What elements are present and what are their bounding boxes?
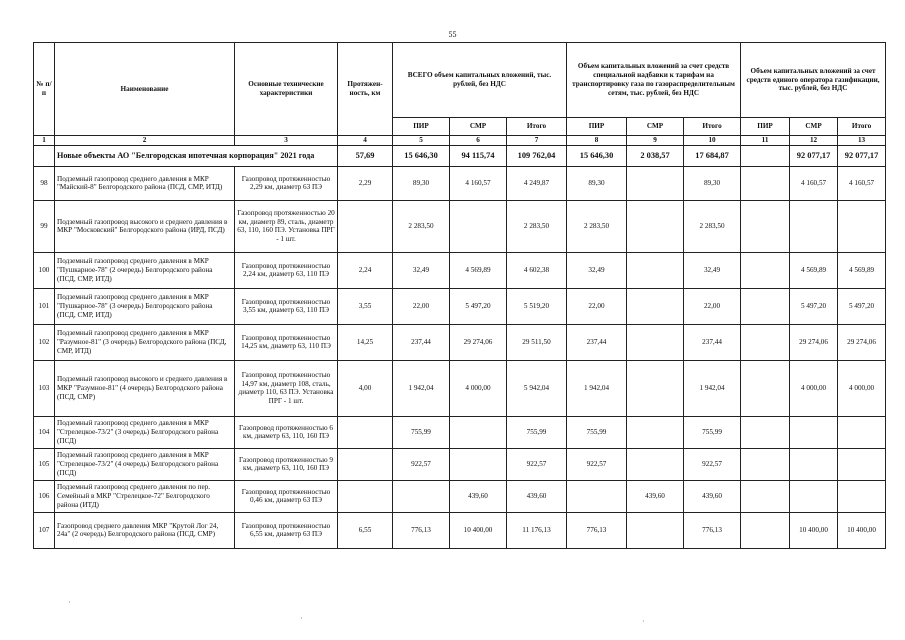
cell-tech: Газопровод протяженностью 14,97 км, диаметр 108, сталь, диаметр 110, 63 ПЭ. Установка ПРГ - 1 шт. bbox=[235, 360, 338, 416]
cell-v12: 29 274,06 bbox=[790, 324, 838, 360]
cell-v12: 10 400,00 bbox=[790, 512, 838, 548]
cell-v13 bbox=[838, 200, 886, 252]
cell-length bbox=[338, 416, 393, 448]
column-number-cell: 4 bbox=[338, 136, 393, 146]
group-v11 bbox=[741, 145, 790, 166]
cell-v7: 4 249,87 bbox=[507, 166, 567, 200]
subheader-cell: ПИР bbox=[567, 118, 627, 136]
cell-num: 104 bbox=[34, 416, 55, 448]
cell-v6 bbox=[450, 448, 507, 480]
cell-name: Подземный газопровод высокого и среднего давления в МКР "Разумное-81" (4 очередь) Белгородского района (ПСД, СМР) bbox=[55, 360, 235, 416]
cell-name: Подземный газопровод среднего давления в МКР "Стрелецкое-73/2" (4 очередь) Белгородского района (ПСД) bbox=[55, 448, 235, 480]
cell-v11 bbox=[741, 288, 790, 324]
cell-tech: Газопровод протяженностью 14,25 км, диаметр 63, 110 ПЭ bbox=[235, 324, 338, 360]
cell-v13 bbox=[838, 448, 886, 480]
group-v12: 92 077,17 bbox=[790, 145, 838, 166]
cell-num: 100 bbox=[34, 252, 55, 288]
subheader-cell: Итого bbox=[507, 118, 567, 136]
cell-v11 bbox=[741, 324, 790, 360]
cell-v11 bbox=[741, 360, 790, 416]
table-row bbox=[34, 448, 886, 480]
column-number-cell: 13 bbox=[838, 136, 886, 146]
cell-v6: 4 000,00 bbox=[450, 360, 507, 416]
cell-name: Подземный газопровод среднего давления в МКР "Майский-8" Белгородского района (ПСД, СМР, ИТД) bbox=[55, 166, 235, 200]
cell-v12: 5 497,20 bbox=[790, 288, 838, 324]
cell-v7: 439,60 bbox=[507, 480, 567, 512]
column-number-cell: 2 bbox=[55, 136, 235, 146]
cell-v11 bbox=[741, 252, 790, 288]
cell-v7: 755,99 bbox=[507, 416, 567, 448]
header-row-main bbox=[34, 43, 886, 118]
cell-v6: 439,60 bbox=[450, 480, 507, 512]
header-num: № п/п bbox=[34, 43, 55, 136]
cell-v11 bbox=[741, 200, 790, 252]
cell-name: Подземный газопровод среднего давления в МКР "Стрелецкое-73/2" (3 очередь) Белгородского района (ПСД) bbox=[55, 416, 235, 448]
cell-v11 bbox=[741, 448, 790, 480]
cell-v7: 11 176,13 bbox=[507, 512, 567, 548]
cell-v8: 1 942,04 bbox=[567, 360, 627, 416]
cell-num: 101 bbox=[34, 288, 55, 324]
subheader-cell: СМР bbox=[790, 118, 838, 136]
cell-v11 bbox=[741, 166, 790, 200]
cell-tech: Газопровод протяженностью 6,55 км, диаметр 63 ПЭ bbox=[235, 512, 338, 548]
cell-v10: 922,57 bbox=[684, 448, 741, 480]
cell-num: 99 bbox=[34, 200, 55, 252]
page-number: 55 bbox=[448, 30, 457, 39]
cell-name: Подземный газопровод среднего давления по пер. Семейный в МКР "Стрелецкое-72" Белгородского района (ИТД) bbox=[55, 480, 235, 512]
cell-v9 bbox=[627, 200, 684, 252]
cell-v7: 5 942,04 bbox=[507, 360, 567, 416]
cell-v12: 4 160,57 bbox=[790, 166, 838, 200]
cell-v8: 89,30 bbox=[567, 166, 627, 200]
subheader-cell: СМР bbox=[627, 118, 684, 136]
subheader-cell: ПИР bbox=[741, 118, 790, 136]
subheader-cell: Итого bbox=[838, 118, 886, 136]
cell-v8: 237,44 bbox=[567, 324, 627, 360]
cell-v11 bbox=[741, 416, 790, 448]
cell-num: 106 bbox=[34, 480, 55, 512]
cell-v10: 32,49 bbox=[684, 252, 741, 288]
scan-speck: · bbox=[300, 614, 303, 623]
cell-v7: 922,57 bbox=[507, 448, 567, 480]
cell-v5: 22,00 bbox=[393, 288, 450, 324]
cell-num: 107 bbox=[34, 512, 55, 548]
cell-v6 bbox=[450, 200, 507, 252]
cell-v12 bbox=[790, 200, 838, 252]
table-row bbox=[34, 288, 886, 324]
cell-tech: Газопровод протяженностью 6 км, диаметр 63, 110, 160 ПЭ bbox=[235, 416, 338, 448]
cell-v13: 10 400,00 bbox=[838, 512, 886, 548]
header-tech: Основные технические характеристики bbox=[235, 43, 338, 136]
cell-v6: 29 274,06 bbox=[450, 324, 507, 360]
header-length: Протяжен-ность, км bbox=[338, 43, 393, 136]
column-number-cell: 3 bbox=[235, 136, 338, 146]
cell-name: Подземный газопровод среднего давления в МКР "Разумное-81" (3 очередь) Белгородского района (ПСД, СМР, ИТД) bbox=[55, 324, 235, 360]
cell-v5: 32,49 bbox=[393, 252, 450, 288]
cell-v8 bbox=[567, 480, 627, 512]
cell-length: 2,24 bbox=[338, 252, 393, 288]
group-v7: 109 762,04 bbox=[507, 145, 567, 166]
investment-table bbox=[33, 42, 886, 549]
cell-v10: 439,60 bbox=[684, 480, 741, 512]
cell-v10: 237,44 bbox=[684, 324, 741, 360]
cell-v8: 32,49 bbox=[567, 252, 627, 288]
cell-v9 bbox=[627, 324, 684, 360]
subheader-cell: СМР bbox=[450, 118, 507, 136]
cell-v13: 4 160,57 bbox=[838, 166, 886, 200]
table-row bbox=[34, 416, 886, 448]
cell-tech: Газопровод протяженностью 2,24 км, диаметр 63, 110 ПЭ bbox=[235, 252, 338, 288]
header-group-total: ВСЕГО объем капитальных вложений, тыс. рублей, без НДС bbox=[393, 43, 567, 118]
table-row bbox=[34, 166, 886, 200]
cell-length bbox=[338, 448, 393, 480]
cell-v10: 1 942,04 bbox=[684, 360, 741, 416]
cell-v10: 2 283,50 bbox=[684, 200, 741, 252]
cell-v13: 29 274,06 bbox=[838, 324, 886, 360]
cell-v7: 2 283,50 bbox=[507, 200, 567, 252]
cell-length: 14,25 bbox=[338, 324, 393, 360]
group-v5: 15 646,30 bbox=[393, 145, 450, 166]
cell-v9 bbox=[627, 512, 684, 548]
cell-v8: 776,13 bbox=[567, 512, 627, 548]
column-number-cell: 7 bbox=[507, 136, 567, 146]
group-length: 57,69 bbox=[338, 145, 393, 166]
cell-num: 98 bbox=[34, 166, 55, 200]
cell-num: 102 bbox=[34, 324, 55, 360]
cell-v8: 755,99 bbox=[567, 416, 627, 448]
cell-tech: Газопровод протяженностью 9 км, диаметр 63, 110, 160 ПЭ bbox=[235, 448, 338, 480]
column-number-cell: 11 bbox=[741, 136, 790, 146]
group-v8: 15 646,30 bbox=[567, 145, 627, 166]
table-row bbox=[34, 360, 886, 416]
cell-v13: 4 000,00 bbox=[838, 360, 886, 416]
cell-v11 bbox=[741, 480, 790, 512]
cell-v8: 22,00 bbox=[567, 288, 627, 324]
group-v9: 2 038,57 bbox=[627, 145, 684, 166]
scan-speck: · bbox=[642, 617, 645, 626]
cell-tech: Газопровод протяженностью 2,29 км, диаметр 63 ПЭ bbox=[235, 166, 338, 200]
cell-v12: 4 000,00 bbox=[790, 360, 838, 416]
group-num bbox=[34, 145, 55, 166]
cell-v5: 2 283,50 bbox=[393, 200, 450, 252]
cell-num: 105 bbox=[34, 448, 55, 480]
group-v10: 17 684,87 bbox=[684, 145, 741, 166]
group-v13: 92 077,17 bbox=[838, 145, 886, 166]
subheader-cell: Итого bbox=[684, 118, 741, 136]
cell-name: Газопровод среднего давления МКР "Крутой Лог 24, 24а" (2 очередь) Белгородского района (ПСД, СМР) bbox=[55, 512, 235, 548]
cell-v13: 4 569,89 bbox=[838, 252, 886, 288]
cell-v5 bbox=[393, 480, 450, 512]
column-number-cell: 12 bbox=[790, 136, 838, 146]
scan-speck: · bbox=[68, 598, 71, 607]
cell-v12 bbox=[790, 416, 838, 448]
table-row bbox=[34, 252, 886, 288]
cell-v11 bbox=[741, 512, 790, 548]
cell-v9 bbox=[627, 448, 684, 480]
cell-v5: 89,30 bbox=[393, 166, 450, 200]
cell-v13 bbox=[838, 416, 886, 448]
cell-v5: 922,57 bbox=[393, 448, 450, 480]
column-number-cell: 8 bbox=[567, 136, 627, 146]
cell-v6: 4 569,89 bbox=[450, 252, 507, 288]
cell-tech: Газопровод протяженностью 0,46 км, диаметр 63 ПЭ bbox=[235, 480, 338, 512]
group-row bbox=[34, 145, 886, 166]
header-name: Наименование bbox=[55, 43, 235, 136]
cell-v7: 29 511,50 bbox=[507, 324, 567, 360]
cell-v6: 10 400,00 bbox=[450, 512, 507, 548]
column-number-cell: 5 bbox=[393, 136, 450, 146]
cell-v6: 5 497,20 bbox=[450, 288, 507, 324]
cell-v10: 776,13 bbox=[684, 512, 741, 548]
cell-v12 bbox=[790, 448, 838, 480]
cell-v5: 1 942,04 bbox=[393, 360, 450, 416]
cell-name: Подземный газопровод среднего давления в МКР "Пушкарное-78" (2 очередь) Белгородского района (ПСД, СМР, ИТД) bbox=[55, 252, 235, 288]
cell-length bbox=[338, 200, 393, 252]
cell-length: 2,29 bbox=[338, 166, 393, 200]
column-number-cell: 6 bbox=[450, 136, 507, 146]
column-number-cell: 10 bbox=[684, 136, 741, 146]
cell-v5: 237,44 bbox=[393, 324, 450, 360]
subheader-cell: ПИР bbox=[393, 118, 450, 136]
cell-v7: 5 519,20 bbox=[507, 288, 567, 324]
cell-v9 bbox=[627, 166, 684, 200]
cell-name: Подземный газопровод высокого и среднего давления в МКР "Московский" Белгородского района (ИРД, ПСД) bbox=[55, 200, 235, 252]
table-row bbox=[34, 324, 886, 360]
cell-tech: Газопровод протяженностью 20 км, диаметр 89, сталь, диаметр 63, 110, 160 ПЭ. Установка ПРГ - 1 шт. bbox=[235, 200, 338, 252]
cell-tech: Газопровод протяженностью 3,55 км, диаметр 63, 110 ПЭ bbox=[235, 288, 338, 324]
cell-length: 4,00 bbox=[338, 360, 393, 416]
cell-v13 bbox=[838, 480, 886, 512]
cell-v8: 922,57 bbox=[567, 448, 627, 480]
cell-length: 3,55 bbox=[338, 288, 393, 324]
cell-v9 bbox=[627, 252, 684, 288]
cell-v13: 5 497,20 bbox=[838, 288, 886, 324]
cell-v5: 776,13 bbox=[393, 512, 450, 548]
cell-v12 bbox=[790, 480, 838, 512]
cell-v7: 4 602,38 bbox=[507, 252, 567, 288]
cell-v9 bbox=[627, 416, 684, 448]
cell-v9: 439,60 bbox=[627, 480, 684, 512]
table-row bbox=[34, 480, 886, 512]
cell-v9 bbox=[627, 288, 684, 324]
cell-v9 bbox=[627, 360, 684, 416]
table-row bbox=[34, 512, 886, 548]
cell-v10: 89,30 bbox=[684, 166, 741, 200]
cell-length: 6,55 bbox=[338, 512, 393, 548]
column-number-cell: 1 bbox=[34, 136, 55, 146]
cell-name: Подземный газопровод среднего давления в МКР "Пушкарное-78" (3 очередь) Белгородского района (ПСД, СМР, ИТД) bbox=[55, 288, 235, 324]
cell-length bbox=[338, 480, 393, 512]
cell-v8: 2 283,50 bbox=[567, 200, 627, 252]
cell-v6 bbox=[450, 416, 507, 448]
header-group-operator: Объем капитальных вложений за счет средств единого оператора газификации, тыс. рублей, без НДС bbox=[741, 43, 886, 118]
column-number-cell: 9 bbox=[627, 136, 684, 146]
cell-v6: 4 160,57 bbox=[450, 166, 507, 200]
cell-v10: 755,99 bbox=[684, 416, 741, 448]
cell-v5: 755,99 bbox=[393, 416, 450, 448]
header-group-special: Объем капитальных вложений за счет средств специальной надбавки к тарифам на транспортировку газа по газораспределительным сетям, тыс. рублей, без НДС bbox=[567, 43, 741, 118]
cell-num: 103 bbox=[34, 360, 55, 416]
header-row-numbers bbox=[34, 136, 886, 146]
cell-v10: 22,00 bbox=[684, 288, 741, 324]
group-v6: 94 115,74 bbox=[450, 145, 507, 166]
group-name: Новые объекты АО "Белгородская ипотечная корпорация" 2021 года bbox=[55, 145, 338, 166]
cell-v12: 4 569,89 bbox=[790, 252, 838, 288]
table-row bbox=[34, 200, 886, 252]
